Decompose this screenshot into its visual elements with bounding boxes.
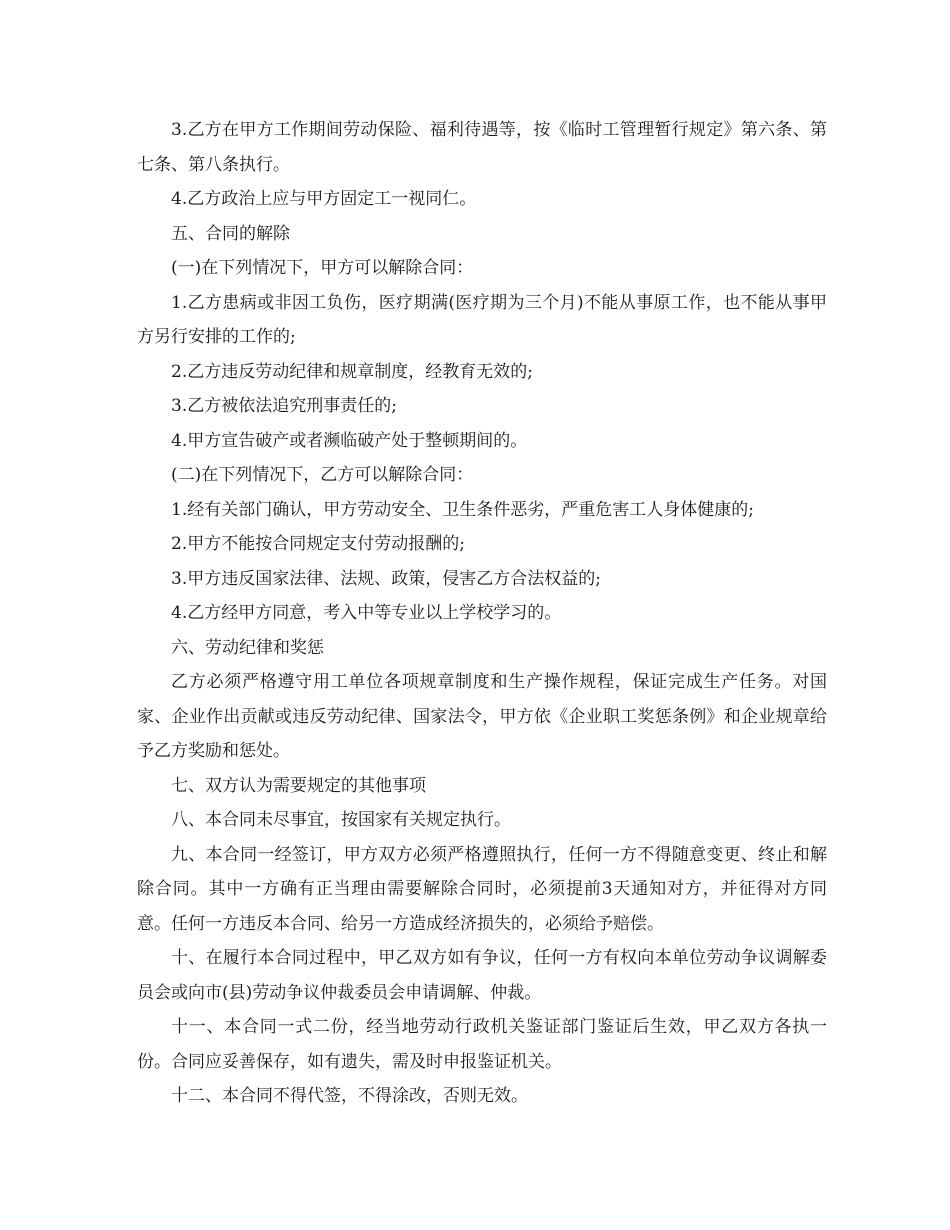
clause-illness-injury: 1.乙方患病或非因工负伤，医疗期满(医疗期为三个月)不能从事原工作，也不能从事甲方另行安排的工作的; [137, 292, 827, 347]
section-heading-other-matters: 七、双方认为需要规定的其他事项 [171, 775, 426, 796]
section-unaddressed-matters: 八、本合同未尽事宜，按国家有关规定执行。 [171, 810, 511, 830]
section-contract-binding: 九、本合同一经签订，甲方双方必须严格遵照执行，任何一方不得随意变更、终止和解除合同。其中一方确有正当理由需要解除合同时，必须提前3天通知对方，并征得对方同意。任何一方违反本合同、给另一方造成经济损失的，必须给予赔偿。 [137, 844, 827, 934]
section-dispute-resolution: 十、在履行本合同过程中，甲乙双方如有争议，任何一方有权向本单位劳动争议调解委员会或向市(县)劳动争议仲裁委员会申请调解、仲裁。 [137, 948, 827, 1003]
subsection-party-a-termination: (一)在下列情况下，甲方可以解除合同： [171, 258, 474, 278]
paragraph-insurance-welfare: 3.乙方在甲方工作期间劳动保险、福利待遇等，按《临时工管理暂行规定》第六条、第七条、第八条执行。 [137, 120, 827, 175]
subsection-party-b-termination: (二)在下列情况下，乙方可以解除合同： [171, 465, 474, 485]
document-body [137, 113, 827, 1114]
section-copies-validity: 十一、本合同一式二份，经当地劳动行政机关鉴证部门鉴证后生效，甲乙双方各执一份。合同应妥善保存，如有遗失，需及时申报鉴证机关。 [137, 1017, 827, 1072]
clause-unsafe-conditions: 1.经有关部门确认，甲方劳动安全、卫生条件恶劣，严重危害工人身体健康的; [171, 499, 754, 520]
paragraph-rewards-penalties: 乙方必须严格遵守用工单位各项规章制度和生产操作规程，保证完成生产任务。对国家、企业作出贡献或违反劳动纪律、国家法令，甲方依《企业职工奖惩条例》和企业规章给予乙方奖励和惩处。 [137, 672, 827, 761]
clause-criminal-liability: 3.乙方被依法追究刑事责任的; [171, 396, 397, 416]
clause-further-study: 4.乙方经甲方同意，考入中等专业以上学校学习的。 [171, 603, 562, 623]
clause-rights-infringement: 3.甲方违反国家法律、法规、政策，侵害乙方合法权益的; [171, 568, 601, 589]
clause-discipline-violation: 2.乙方违反劳动纪律和规章制度，经教育无效的; [171, 361, 533, 382]
section-no-proxy-signature: 十二、本合同不得代签，不得涂改，否则无效。 [171, 1086, 528, 1106]
section-heading-termination: 五、合同的解除 [171, 223, 290, 244]
clause-unpaid-wages: 2.甲方不能按合同规定支付劳动报酬的; [171, 534, 465, 554]
clause-bankruptcy: 4.甲方宣告破产或者濒临破产处于整顿期间的。 [171, 430, 528, 451]
section-heading-discipline: 六、劳动纪律和奖惩 [171, 637, 324, 658]
paragraph-political-equality: 4.乙方政治上应与甲方固定工一视同仁。 [171, 189, 477, 209]
